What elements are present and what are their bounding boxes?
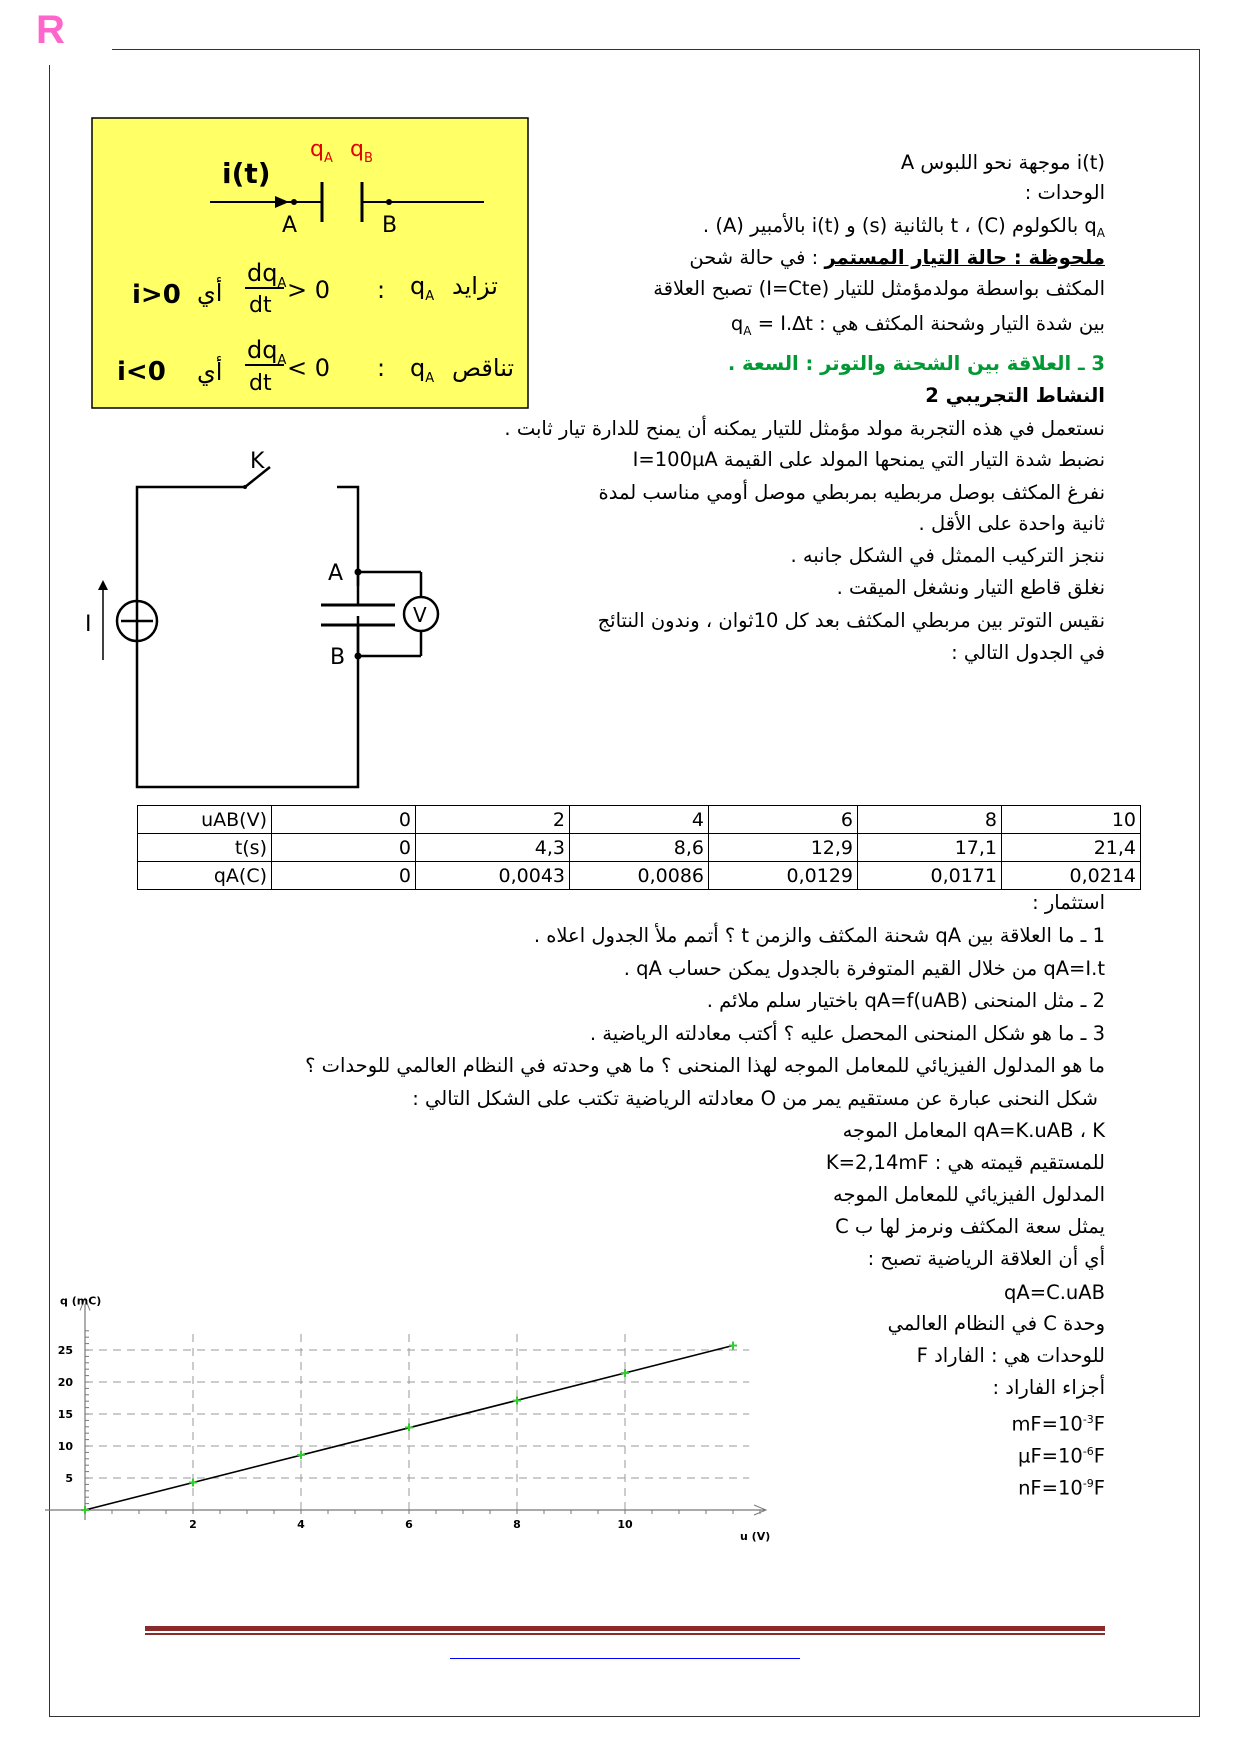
logo: R xyxy=(36,8,65,52)
x-tick-label: 4 xyxy=(297,1518,305,1531)
text-line-3: $q_A$ بالكولوم (C) ، t بالثانية (s) و i(t) بالأمبير (A) . xyxy=(702,214,1105,240)
x-tick-label: 6 xyxy=(405,1518,413,1531)
svg-text:dt: dt xyxy=(249,293,272,318)
svg-text:A: A xyxy=(282,213,298,238)
frame-bottom-border xyxy=(49,1716,1200,1717)
svg-text:تزايد: تزايد xyxy=(452,272,498,300)
y-tick-label: 15 xyxy=(57,1408,73,1421)
y-tick-label: 20 xyxy=(57,1376,73,1389)
answer-line-5: أي أن العلاقة الرياضية تصبح : xyxy=(867,1247,1105,1270)
text-line-2: الوحدات : xyxy=(1024,181,1105,204)
table-cell: 0,0086 xyxy=(570,862,709,890)
y-tick-label: 10 xyxy=(57,1440,73,1453)
svg-text:B: B xyxy=(382,213,398,238)
table-cell: 0,0129 xyxy=(709,862,858,890)
x-axis-label: u (V) xyxy=(740,1530,771,1543)
diagram-it-label: i(t) xyxy=(222,157,271,190)
question-3: 3 ـ ما هو شكل المنحنى المحصل عليه ؟ أكتب معادلته الرياضية . xyxy=(589,1022,1105,1045)
answer-line-8: للوحدات هي : الفاراد F xyxy=(916,1344,1105,1367)
answer-line-6: qA=C.uAB xyxy=(1004,1281,1105,1304)
table-cell: 8 xyxy=(858,806,1002,834)
text-line-6: بين شدة التيار وشحنة المكثف هي : $q_A = I.\Delta t$ xyxy=(730,312,1105,338)
para-line-2: نضبط شدة التيار التي يمنحها المولد على القيمة I=100µA xyxy=(632,448,1105,471)
table-cell: 0,0171 xyxy=(858,862,1002,890)
y-tick-label: 25 xyxy=(57,1344,73,1357)
unit-uF: $\mu F=10^{-6}F$ xyxy=(1018,1444,1105,1468)
para-line-1: نستعمل في هذه التجربة مولد مؤمثل للتيار يمكنه أن يمنح للدارة تيار ثابت . xyxy=(504,417,1105,440)
table-cell: 0,0043 xyxy=(416,862,570,890)
svg-text:أي: أي xyxy=(197,279,223,307)
svg-text:V: V xyxy=(413,603,427,627)
table-cell: 8,6 xyxy=(570,834,709,862)
answer-1: qA=I.t من خلال القيم المتوفرة بالجدول يمكن حساب qA . xyxy=(623,957,1105,980)
question-3b: ما هو المدلول الفيزيائي للمعامل الموجه لهذا المنحنى ؟ ما هي وحدته في النظام العالمي للوحدات ؟ xyxy=(305,1054,1105,1077)
x-tick-label: 8 xyxy=(513,1518,521,1531)
x-tick-label: 2 xyxy=(189,1518,197,1531)
svg-text:i>0: i>0 xyxy=(132,280,181,310)
svg-text:< 0: < 0 xyxy=(287,354,331,382)
svg-text:تناقص: تناقص xyxy=(452,354,515,382)
circuit-diagram xyxy=(85,450,465,795)
section-heading-3: 3 ـ العلاقة بين الشحنة والتوتر : السعة . xyxy=(727,352,1105,375)
svg-text:K: K xyxy=(250,449,265,474)
unit-mF: $mF=10^{-3}F$ xyxy=(1011,1412,1105,1436)
question-2: 2 ـ مثل المنحنى qA=f(uAB) باختيار سلم ملائم . xyxy=(706,989,1105,1012)
svg-text::: : xyxy=(377,354,386,382)
para-line-3: نفرغ المكثف بوصل مربطيه بمربطي موصل أومي مناسب لمدة xyxy=(598,481,1105,504)
unit-nF: $nF=10^{-9}F$ xyxy=(1018,1476,1105,1500)
svg-text::: : xyxy=(377,276,386,304)
svg-text:أي: أي xyxy=(197,358,223,386)
note-line: ملحوظة : حالة التيار المستمر : في حالة شحن xyxy=(689,246,1105,269)
answer-shape: شكل النحنى عبارة عن مستقيم يمر من O معادلته الرياضية تكتب على الشكل التالي : xyxy=(412,1087,1098,1110)
table-cell: 6 xyxy=(709,806,858,834)
table-row xyxy=(138,834,1141,862)
para-line-5: ننجز التركيب الممثل في الشكل جانبه . xyxy=(790,544,1105,567)
text-line-1: i(t) موجهة نحو اللبوس A xyxy=(900,151,1105,174)
para-line-6: نغلق قاطع التيار ونشغل الميقت . xyxy=(836,576,1105,599)
svg-text:qB: $q_B$ xyxy=(350,137,373,166)
table-cell: 0 xyxy=(272,862,416,890)
table-row-label: uAB(V) xyxy=(138,806,272,834)
answer-line-3: المدلول الفيزيائي للمعامل الموجه xyxy=(832,1183,1105,1206)
svg-text:B: B xyxy=(330,645,346,670)
table-cell: 2 xyxy=(416,806,570,834)
table-row xyxy=(138,862,1141,890)
frame-right-border xyxy=(1199,49,1200,1716)
activity-heading: النشاط التجريبي 2 xyxy=(925,384,1105,407)
frame-top-border xyxy=(112,49,1200,50)
answer-line-9: أجزاء الفاراد : xyxy=(992,1376,1105,1399)
svg-text:qA: $q_A$ xyxy=(410,272,435,304)
answer-line-2: للمستقيم قيمته هي : K=2,14mF xyxy=(825,1151,1105,1174)
table-row-label: qA(C) xyxy=(138,862,272,890)
table-cell: 4 xyxy=(570,806,709,834)
svg-text:I: I xyxy=(85,612,92,637)
table-cell: 21,4 xyxy=(1002,834,1141,862)
table-row-label: t(s) xyxy=(138,834,272,862)
q-vs-u-chart xyxy=(55,1110,771,1550)
para-line-7: نقيس التوتر بين مربطي المكثف بعد كل 10ثوان ، وندون النتائج xyxy=(597,609,1105,632)
svg-text:i<0: i<0 xyxy=(117,357,166,387)
svg-text:dqA: $dq_A$ xyxy=(247,259,287,291)
question-1: 1 ـ ما العلاقة بين qA شحنة المكثف والزمن t ؟ أتمم ملأ الجدول اعلاه . xyxy=(533,924,1105,947)
table-cell: 17,1 xyxy=(858,834,1002,862)
table-cell: 12,9 xyxy=(709,834,858,862)
exploit-heading: استثمار : xyxy=(1032,891,1105,914)
table-row xyxy=(138,806,1141,834)
x-tick-label: 10 xyxy=(617,1518,633,1531)
frame-left-border xyxy=(49,65,50,1716)
para-line-4: ثانية واحدة على الأقل . xyxy=(918,512,1105,535)
table-cell: 0 xyxy=(272,834,416,862)
svg-text:> 0: > 0 xyxy=(287,276,331,304)
svg-text:dqA: $dq_A$ xyxy=(247,336,287,368)
text-line-5: المكثف بواسطة مولدمؤمثل للتيار (I=Cte) تصبح العلاقة xyxy=(653,277,1105,300)
footer-bar xyxy=(145,1626,1105,1631)
table-cell: 0 xyxy=(272,806,416,834)
svg-text:dt: dt xyxy=(249,371,272,396)
y-axis-label: q (mC) xyxy=(60,1294,102,1308)
svg-text:qA: $q_A$ xyxy=(410,354,435,386)
y-tick-label: 5 xyxy=(65,1472,73,1485)
footer-bar-thin xyxy=(145,1633,1105,1635)
answer-line-7: وحدة C في النظام العالمي xyxy=(887,1312,1105,1335)
answer-line-1: qA=K.uAB ، K المعامل الموجه xyxy=(842,1119,1105,1142)
table-cell: 4,3 xyxy=(416,834,570,862)
svg-text:A: A xyxy=(328,561,344,586)
table-cell: 10 xyxy=(1002,806,1141,834)
para-line-8: في الجدول التالي : xyxy=(951,641,1105,664)
footer-link-underline[interactable] xyxy=(450,1658,800,1659)
data-table xyxy=(137,805,1141,890)
capacitor-charge-diagram xyxy=(92,118,529,409)
answer-line-4: يمثل سعة المكثف ونرمز لها ب C xyxy=(835,1215,1105,1238)
svg-text:qA: $q_A$ xyxy=(310,137,333,166)
table-cell: 0,0214 xyxy=(1002,862,1141,890)
